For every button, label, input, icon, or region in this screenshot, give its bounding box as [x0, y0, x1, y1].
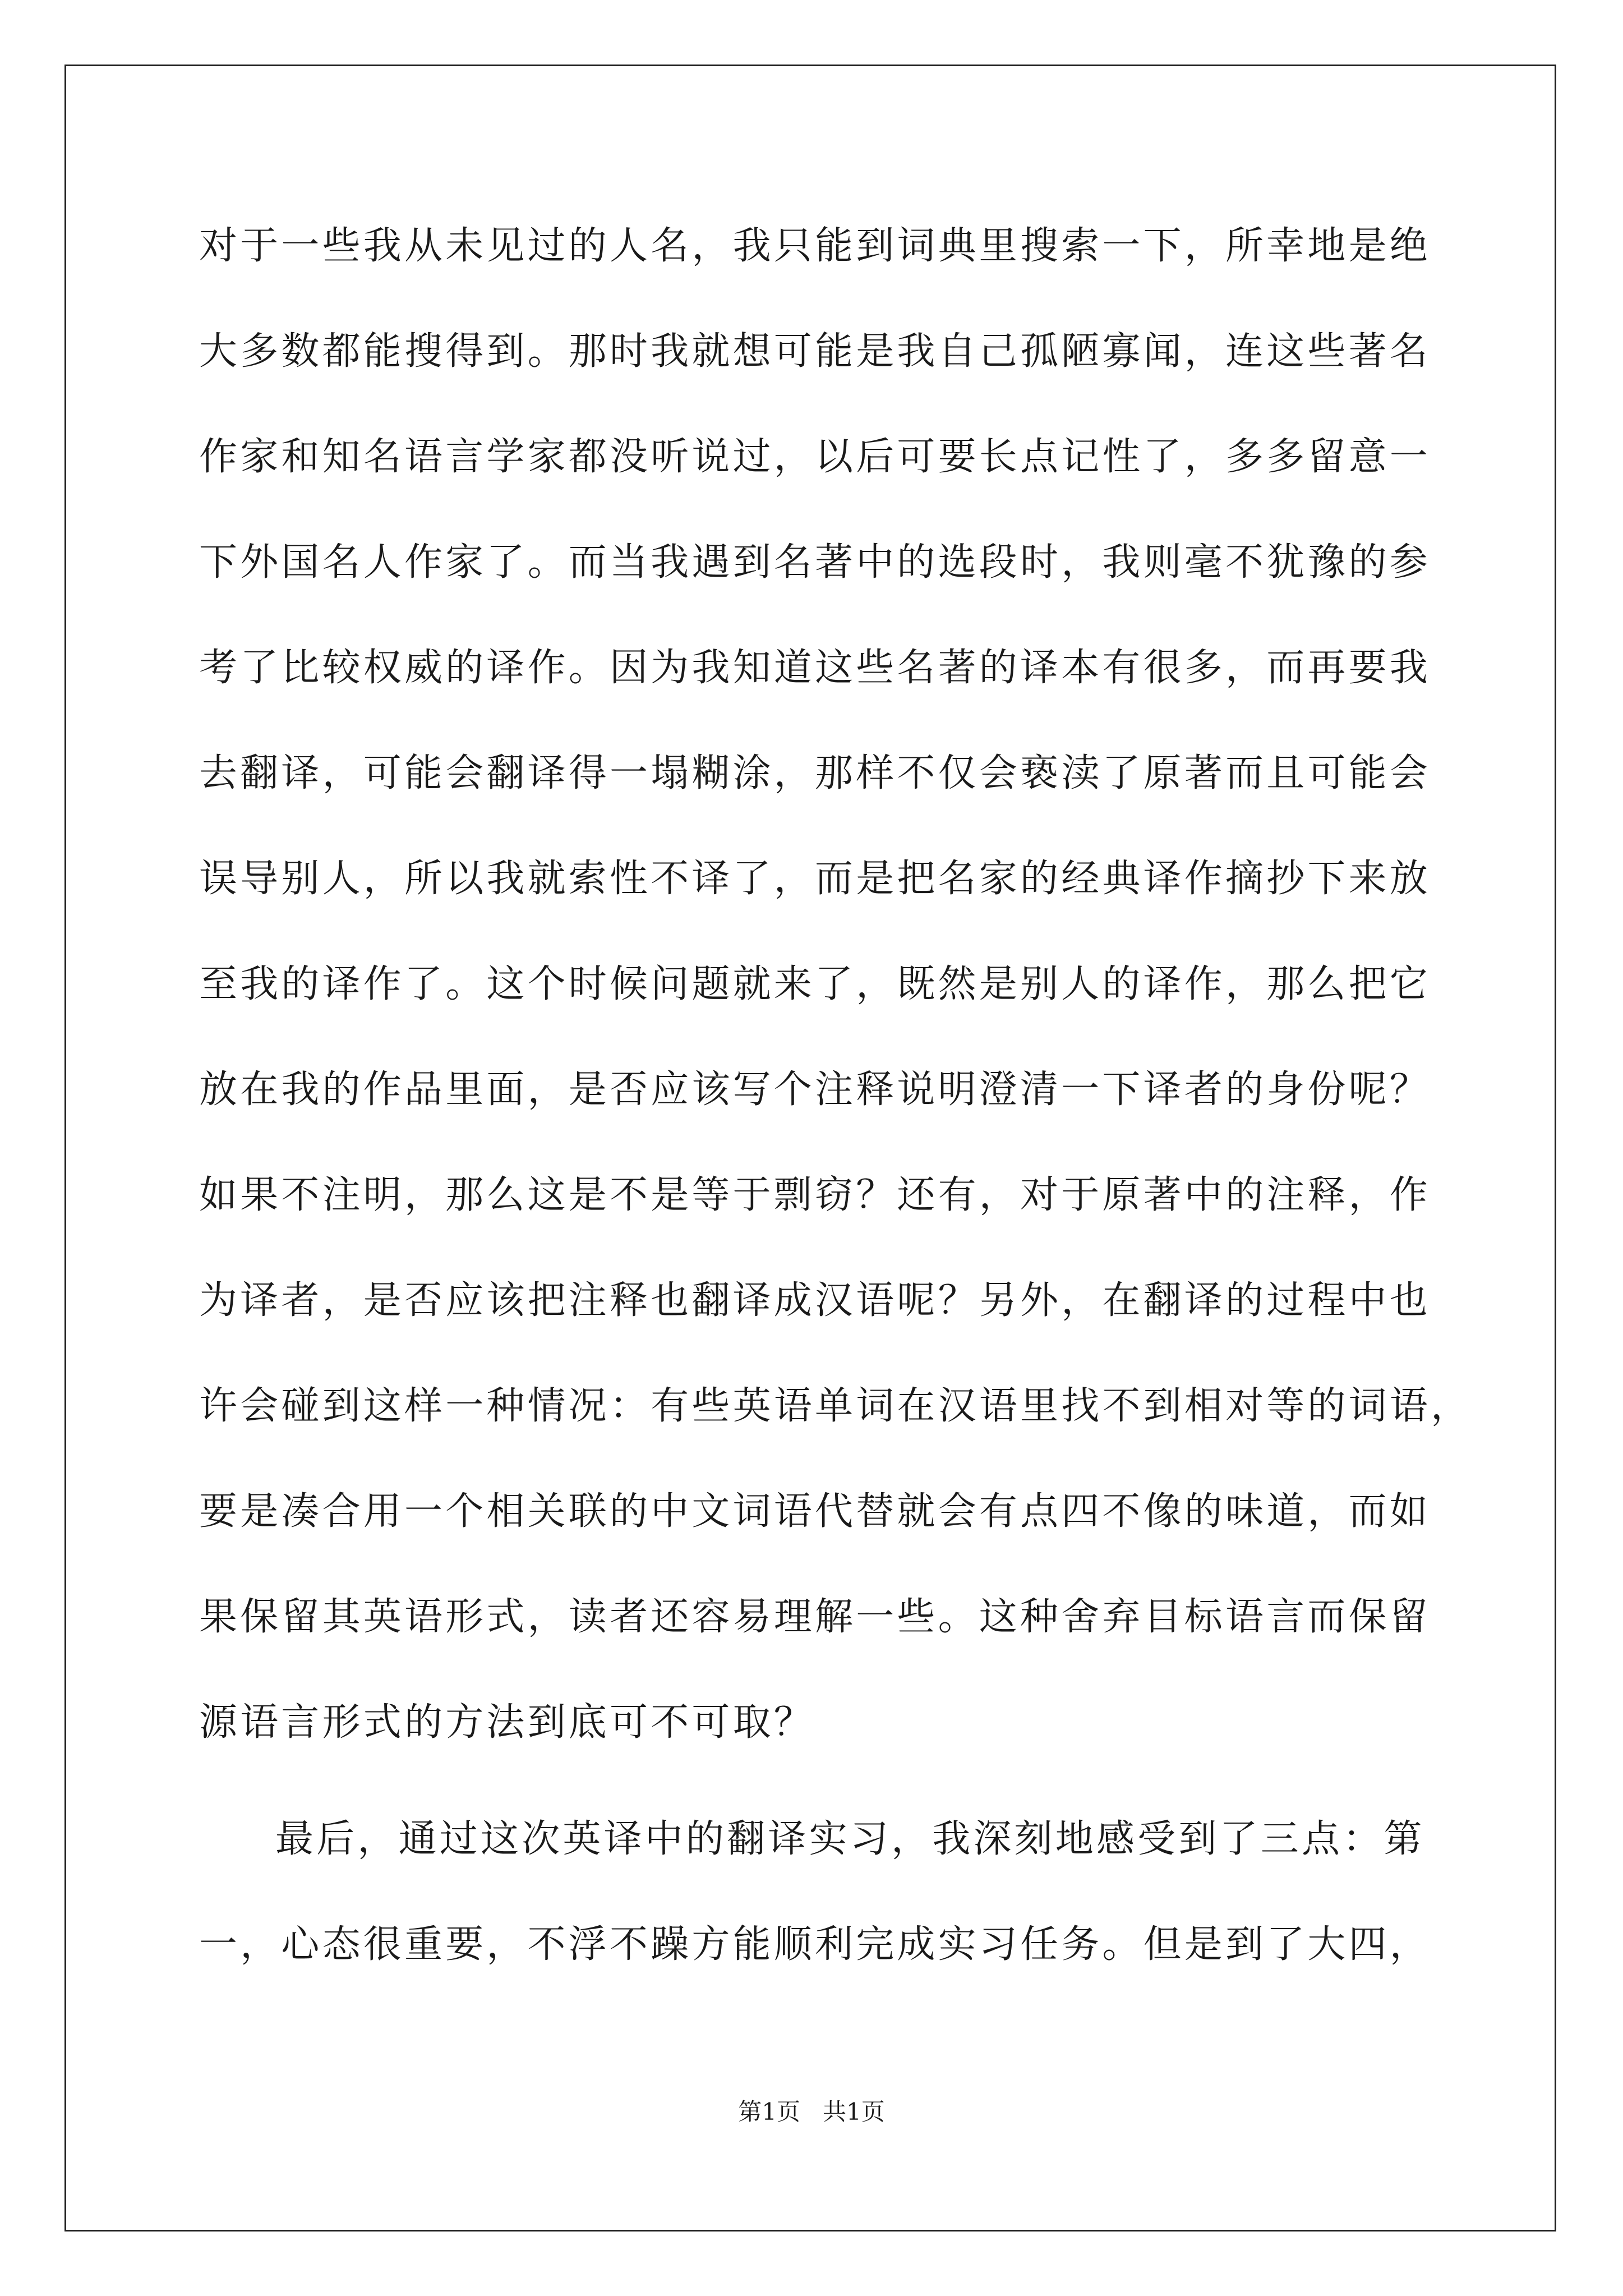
text-line: 误导别人，所以我就索性不译了，而是把名家的经典译作摘抄下来放 [199, 857, 1431, 901]
text-line: 考了比较权威的译作。因为我知道这些名著的译本有很多，而再要我 [199, 646, 1431, 690]
text-line: 至我的译作了。这个时候问题就来了，既然是别人的译作，那么把它 [199, 962, 1431, 1006]
text-line: 一，心态很重要，不浮不躁方能顺利完成实习任务。但是到了大四， [199, 1922, 1431, 1967]
paragraph-1 [199, 194, 1472, 1775]
paragraph-spacer [199, 1775, 1433, 1787]
text-line: 源语言形式的方法到底可不可取？ [199, 1700, 815, 1745]
text-line: 下外国名人作家了。而当我遇到名著中的选段时，我则毫不犹豫的参 [199, 540, 1431, 585]
text-line: 作家和知名语言学家都没听说过，以后可要长点记性了，多多留意一 [199, 435, 1431, 479]
text-line: 许会碰到这样一种情况：有些英语单词在汉语里找不到相对等的词语， [199, 1384, 1472, 1428]
text-line: 要是凑合用一个相关联的中文词语代替就会有点四不像的味道，而如 [199, 1489, 1431, 1534]
text-line: 对于一些我从未见过的人名，我只能到词典里搜索一下，所幸地是绝 [199, 224, 1431, 268]
text-line: 为译者，是否应该把注释也翻译成汉语呢？另外，在翻译的过程中也 [199, 1278, 1431, 1323]
text-line: 果保留其英语形式，读者还容易理解一些。这种舍弃目标语言而保留 [199, 1595, 1431, 1639]
text-line: 去翻译，可能会翻译得一塌糊涂，那样不仅会亵渎了原著而且可能会 [199, 751, 1431, 795]
text-line: 放在我的作品里面，是否应该写个注释说明澄清一下译者的身份呢？ [199, 1068, 1431, 1112]
page-footer: 第1页 共1页 [738, 2098, 885, 2125]
document-body [199, 194, 1472, 1998]
text-line: 大多数都能搜得到。那时我就想可能是我自己孤陋寡闻，连这些著名 [199, 329, 1431, 374]
paragraph-2 [199, 1787, 1433, 1998]
text-line: 如果不注明，那么这是不是等于剽窃？还有，对于原著中的注释，作 [199, 1173, 1431, 1217]
text-line: 最后，通过这次英译中的翻译实习，我深刻地感受到了三点：第 [275, 1817, 1425, 1861]
